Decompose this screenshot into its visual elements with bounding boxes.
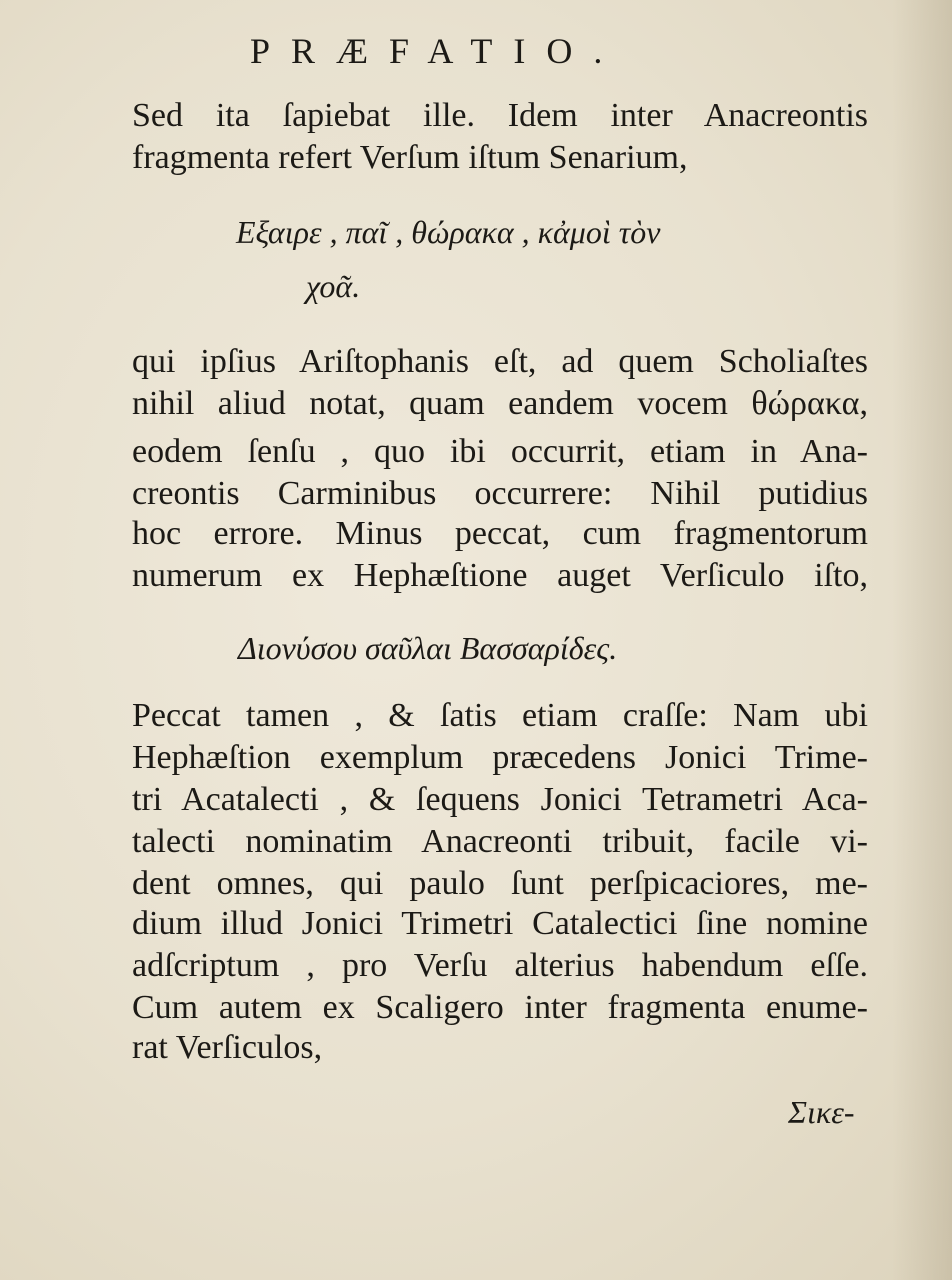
greek-verse-line: χοᾶ.	[306, 268, 361, 304]
text-line: fragmenta refert Verſum iſtum Senarium,	[132, 139, 688, 176]
catchword: Σικε-	[788, 1094, 855, 1130]
text-line: talecti nominatim Anacreonti tribuit, facile vi-	[132, 823, 868, 860]
text-line: Hephæſtion exemplum præcedens Jonici Trime-	[132, 739, 868, 776]
text-line: Cum autem ex Scaligero inter fragmenta enume-	[132, 989, 868, 1026]
text-line: numerum ex Hephæſtione auget Verſiculo iſto,	[132, 557, 868, 594]
text-line: nihil aliud notat, quam eandem vocem θώρακα,	[132, 385, 868, 422]
text-line: creontis Carminibus occurrere: Nihil putidius	[132, 475, 868, 512]
text-line: qui ipſius Ariſtophanis eſt, ad quem Scholiaſtes	[132, 343, 868, 380]
text-line: dent omnes, qui paulo ſunt perſpicaciores, me-	[132, 865, 868, 902]
greek-verse-line: Διονύσου σαῦλαι Βασσαρίδες.	[238, 630, 618, 666]
text-line: tri Acatalecti , & ſequens Jonici Tetrametri Aca-	[132, 781, 868, 818]
running-heading: PRÆFATIO.	[250, 31, 624, 71]
text-line: Sed ita ſapiebat ille. Idem inter Anacreontis	[132, 97, 868, 134]
text-line: Peccat tamen , & ſatis etiam craſſe: Nam ubi	[132, 697, 868, 734]
page-edge-shadow	[892, 0, 952, 1280]
text-line: adſcriptum , pro Verſu alterius habendum eſſe.	[132, 947, 868, 984]
text-line: dium illud Jonici Trimetri Catalectici ſine nomine	[132, 905, 868, 942]
text-line: rat Verſiculos,	[132, 1029, 323, 1066]
greek-verse-line: Εξαιρε , παῖ , θώρακα , κἀμοὶ τὸν	[236, 214, 661, 250]
text-line: hoc errore. Minus peccat, cum fragmentorum	[132, 515, 868, 552]
text-line: eodem ſenſu , quo ibi occurrit, etiam in Ana-	[132, 433, 868, 470]
